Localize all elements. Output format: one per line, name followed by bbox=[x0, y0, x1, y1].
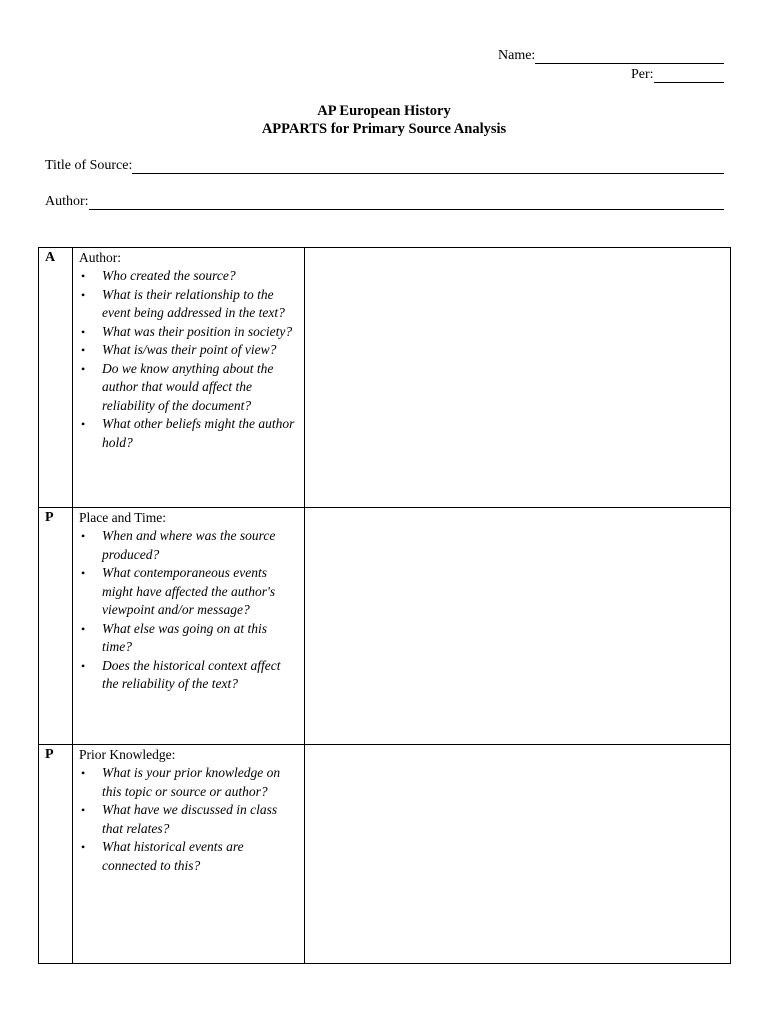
question-text: Does the historical context affect the reliability of the text? bbox=[102, 657, 281, 691]
list-item bbox=[79, 267, 300, 286]
author-label: Author: bbox=[45, 194, 89, 209]
bullet-icon: • bbox=[81, 621, 86, 636]
question-text: What have we discussed in class that relates? bbox=[102, 802, 278, 836]
list-item bbox=[79, 764, 300, 801]
question-text: What historical events are connected to this? bbox=[102, 839, 244, 873]
question-text: What was their position in society? bbox=[102, 323, 293, 339]
bullet-icon: • bbox=[81, 658, 86, 673]
section-heading: Place and Time: bbox=[79, 510, 166, 525]
list-item bbox=[79, 527, 300, 564]
list-item bbox=[79, 360, 300, 416]
answer-area-author[interactable] bbox=[305, 248, 731, 508]
bullet-icon: • bbox=[81, 566, 86, 580]
section-letter: A bbox=[39, 248, 73, 508]
question-list bbox=[79, 527, 300, 694]
question-text: What else was going on at this time? bbox=[102, 620, 267, 654]
apparts-table bbox=[38, 247, 731, 964]
list-item bbox=[79, 801, 300, 838]
course-title: AP European History bbox=[317, 103, 451, 119]
table-row bbox=[39, 248, 731, 508]
list-item bbox=[79, 620, 300, 657]
name-field[interactable] bbox=[498, 46, 724, 64]
section-prompts bbox=[73, 745, 305, 964]
list-item bbox=[79, 415, 300, 452]
bullet-icon: • bbox=[81, 417, 86, 431]
question-text: What other beliefs might the author hold? bbox=[102, 416, 295, 450]
document-title bbox=[0, 102, 768, 138]
worksheet-subtitle: APPARTS for Primary Source Analysis bbox=[261, 121, 507, 137]
name-blank[interactable] bbox=[535, 48, 724, 64]
source-title-label: Title of Source: bbox=[45, 158, 133, 173]
bullet-icon: • bbox=[81, 287, 86, 302]
bullet-icon: • bbox=[81, 840, 86, 854]
section-heading: Prior Knowledge: bbox=[79, 747, 176, 762]
period-field[interactable] bbox=[631, 65, 724, 83]
bullet-icon: • bbox=[81, 269, 86, 283]
list-item bbox=[79, 286, 300, 323]
question-text: What is your prior knowledge on this topic or source or author? bbox=[102, 765, 281, 799]
question-text: What contemporaneous events might have affected the author's viewpoint and/or message? bbox=[102, 565, 276, 617]
question-text: When and where was the source produced? bbox=[102, 528, 276, 562]
bullet-icon: • bbox=[81, 324, 86, 339]
list-item bbox=[79, 341, 300, 360]
source-title-field[interactable] bbox=[45, 156, 724, 174]
source-title-blank[interactable] bbox=[132, 158, 724, 174]
period-label: Per: bbox=[631, 67, 654, 82]
answer-area-place-time[interactable] bbox=[305, 508, 731, 745]
author-field[interactable] bbox=[45, 192, 724, 210]
list-item bbox=[79, 564, 300, 620]
section-heading: Author: bbox=[79, 250, 121, 265]
question-text: What is their relationship to the event being addressed in the text? bbox=[102, 286, 285, 320]
section-letter: P bbox=[39, 745, 73, 964]
table-row bbox=[39, 745, 731, 964]
question-text: What is/was their point of view? bbox=[102, 342, 277, 357]
question-text: Who created the source? bbox=[102, 268, 236, 283]
table-row bbox=[39, 508, 731, 745]
question-list bbox=[79, 267, 300, 452]
bullet-icon: • bbox=[81, 343, 86, 357]
question-list bbox=[79, 764, 300, 875]
bullet-icon: • bbox=[81, 529, 86, 543]
period-blank[interactable] bbox=[654, 67, 724, 83]
author-blank[interactable] bbox=[89, 194, 724, 210]
bullet-icon: • bbox=[81, 766, 86, 780]
list-item bbox=[79, 657, 300, 694]
name-label: Name: bbox=[498, 48, 536, 63]
list-item bbox=[79, 323, 300, 342]
answer-area-prior-knowledge[interactable] bbox=[305, 745, 731, 964]
section-prompts bbox=[73, 248, 305, 508]
section-prompts bbox=[73, 508, 305, 745]
section-letter: P bbox=[39, 508, 73, 745]
bullet-icon: • bbox=[81, 803, 86, 817]
bullet-icon: • bbox=[81, 361, 86, 376]
question-text: Do we know anything about the author that would affect the reliability of the document? bbox=[102, 360, 274, 413]
list-item bbox=[79, 838, 300, 875]
